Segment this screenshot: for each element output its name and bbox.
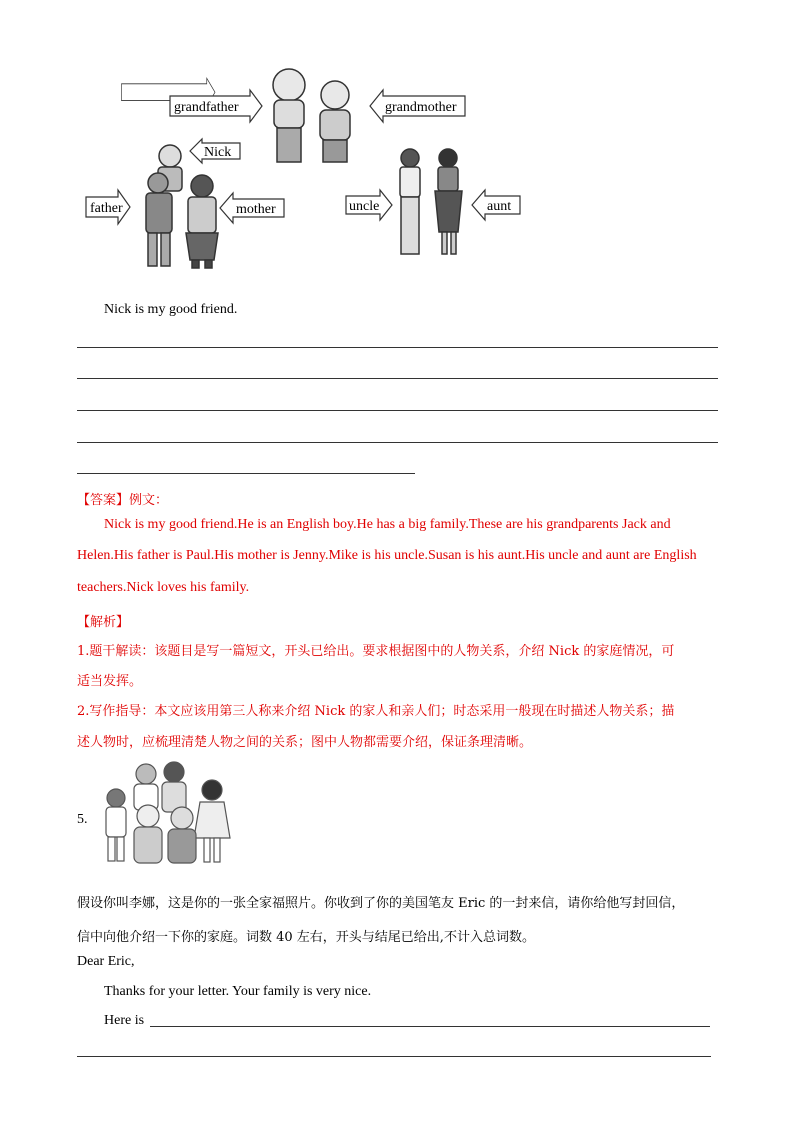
letter-salutation: Dear Eric, xyxy=(77,954,135,969)
grandfather-label: grandfather xyxy=(174,100,239,115)
writing-line[interactable] xyxy=(150,1026,710,1027)
writing-line[interactable] xyxy=(77,473,415,474)
analysis-line: 述人物时，应梳理清楚人物之间的关系；图中人物都需要介绍，保证条理清晰。 xyxy=(77,735,533,750)
nick-family-illustration xyxy=(146,145,218,268)
writing-line[interactable] xyxy=(77,1056,711,1057)
letter-line: Thanks for your letter. Your family is very nice. xyxy=(104,984,372,999)
question-number: 5. xyxy=(77,812,88,827)
task4-opening-sentence: Nick is my good friend. xyxy=(104,302,238,317)
letter-line-start: Here is xyxy=(104,1013,145,1028)
grandmother-illustration xyxy=(320,81,350,162)
uncle-label: uncle xyxy=(349,199,380,214)
grandmother-label: grandmother xyxy=(385,100,457,115)
grandfather-illustration xyxy=(273,69,305,162)
mother-label: mother xyxy=(236,202,276,217)
analysis-heading: 【解析】 xyxy=(77,615,130,630)
analysis-line: 适当发挥。 xyxy=(77,674,143,689)
answer-line: Helen.His father is Paul.His mother is Jenny.Mike is his uncle.Susan is his aunt.His uncle and aunt are English xyxy=(77,548,697,563)
family-tree-figure xyxy=(80,60,540,275)
answer-line: Nick is my good friend.He is an English boy.He has a big family.These are his grandparents Jack and xyxy=(104,517,671,532)
writing-line[interactable] xyxy=(77,378,718,379)
task5-prompt-line: 假设你叫李娜，这是你的一张全家福照片。你收到了你的美国笔友 Eric 的一封来信，请你给他写封回信， xyxy=(77,896,685,911)
father-label: father xyxy=(90,201,123,216)
task5-prompt-line: 信中向他介绍一下你的家庭。词数 40 左右，开头与结尾已给出,不计入总词数。 xyxy=(77,930,535,945)
analysis-line: 1.题干解读：该题目是写一篇短文，开头已给出。要求根据图中的人物关系，介绍 Nick 的家庭情况，可 xyxy=(77,644,675,659)
uncle-aunt-illustration xyxy=(400,149,462,254)
writing-line[interactable] xyxy=(77,410,718,411)
analysis-line: 2.写作指导：本文应该用第三人称来介绍 Nick 的家人和亲人们；时态采用一般现在时描述人物关系；描 xyxy=(77,704,675,719)
family-photo-illustration xyxy=(100,758,240,866)
writing-line[interactable] xyxy=(77,442,718,443)
aunt-label: aunt xyxy=(487,199,512,214)
writing-line[interactable] xyxy=(77,347,718,348)
nick-label: Nick xyxy=(204,145,232,160)
answer-line: teachers.Nick loves his family. xyxy=(77,580,250,595)
answer-heading: 【答案】例文： xyxy=(77,493,169,508)
